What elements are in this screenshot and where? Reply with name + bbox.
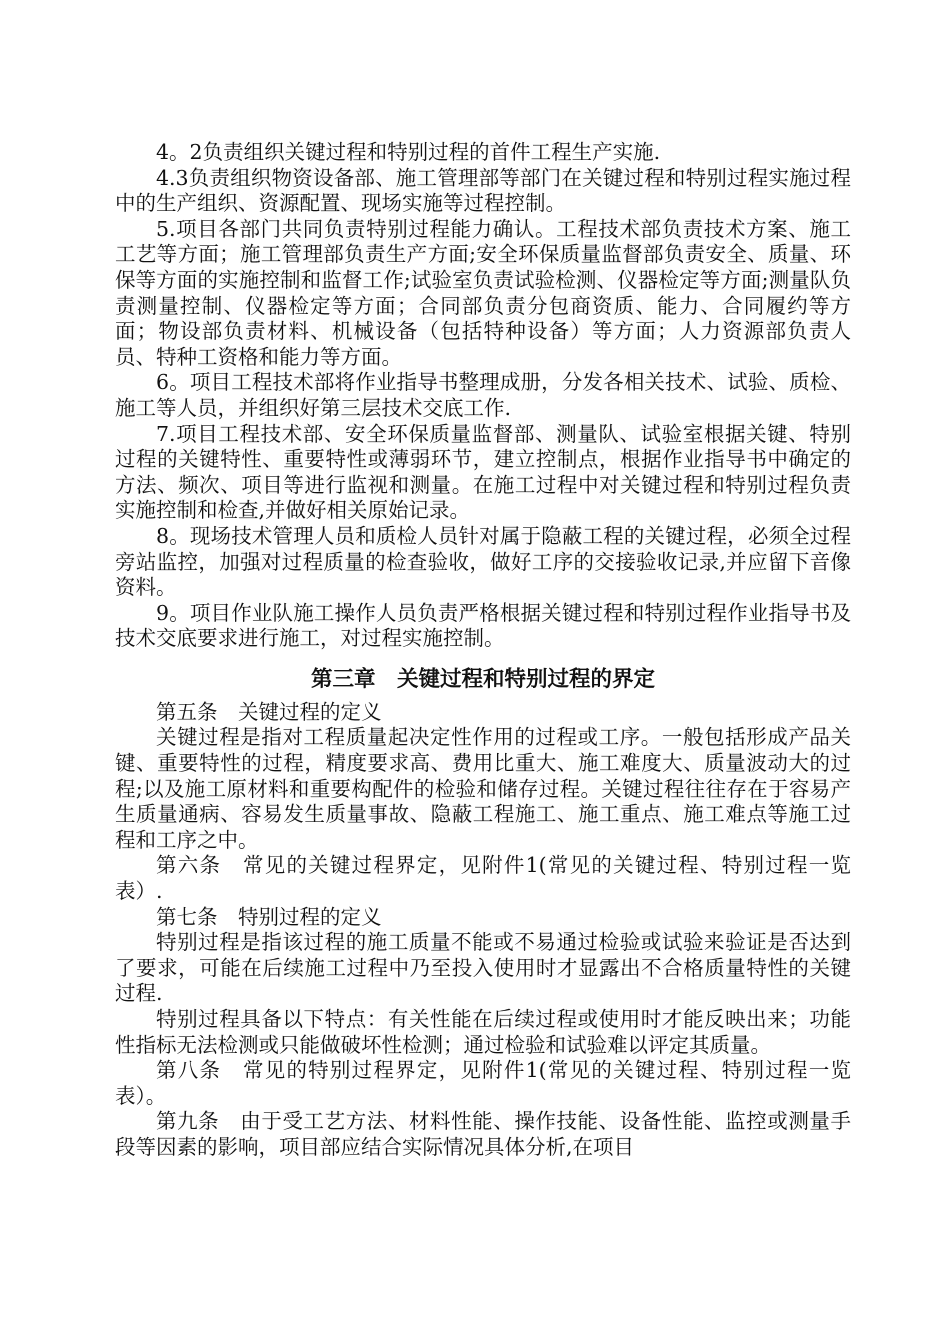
- paragraph-8: 8。现场技术管理人员和质检人员针对属于隐蔽工程的关键过程，必须全过程旁站监控，加强对过程质量的检查验收，做好工序的交接验收记录,并应留下音像资料。: [115, 523, 851, 600]
- article-7-body: 特别过程是指该过程的施工质量不能或不易通过检验或试验来验证是否达到了要求，可能在后续施工过程中乃至投入使用时才显露出不合格质量特性的关键过程.: [115, 930, 851, 1006]
- paragraph-4-2: 4。2负责组织关键过程和特别过程的首件工程生产实施.: [156, 140, 661, 164]
- paragraph-9: 9。项目作业队施工操作人员负责严格根据关键过程和特别过程作业指导书及技术交底要求进行施工，对过程实施控制。: [115, 600, 851, 651]
- paragraph-4-3: 4.3负责组织物资设备部、施工管理部等部门在关键过程和特别过程实施过程中的生产组织、资源配置、现场实施等过程控制。: [115, 165, 851, 216]
- document-page: [115, 140, 851, 1161]
- article-7-features: 特别过程具备以下特点：有关性能在后续过程或使用时才能反映出来；功能性指标无法检测或只能做破坏性检测；通过检验和试验难以评定其质量。: [115, 1007, 851, 1057]
- chapter-title: 第三章 关键过程和特别过程的界定: [310, 666, 655, 692]
- paragraph-6: 6。项目工程技术部将作业指导书整理成册，分发各相关技术、试验、质检、施工等人员，并组织好第三层技术交底工作.: [115, 370, 851, 420]
- article-8: 第八条 常见的特别过程界定，见附件1(常见的关键过程、特别过程一览表）。: [115, 1058, 851, 1108]
- article-9: 第九条 由于受工艺方法、材料性能、操作技能、设备性能、监控或测量手段等因素的影响，项目部应结合实际情况具体分析,在项目: [115, 1109, 851, 1159]
- article-6: 第六条 常见的关键过程界定，见附件1(常见的关键过程、特别过程一览表）.: [115, 853, 851, 904]
- paragraph-5: 5.项目各部门共同负责特别过程能力确认。工程技术部负责技术方案、施工工艺等方面；施工管理部负责生产方面;安全环保质量监督部负责安全、质量、环保等方面的实施控制和监督工作;试验室负责试验检测、仪器检定等方面;测量队负责测量控制、仪器检定等方面；合同部负责分包商资质、能力、合同履约等方面；物设部负责材料、机械设备（包括特种设备）等方面；人力资源部负责人员、特种工资格和能力等方面。: [115, 216, 851, 369]
- article-7-heading: 第七条 特别过程的定义: [156, 904, 382, 929]
- paragraph-7: 7.项目工程技术部、安全环保质量监督部、测量队、试验室根据关键、特别过程的关键特性、重要特性或薄弱环节，建立控制点，根据作业指导书中确定的方法、频次、项目等进行监视和测量。在施工过程中对关键过程和特别过程负责实施控制和检查,并做好相关原始记录。: [115, 421, 851, 523]
- article-5-heading: 第五条 关键过程的定义: [156, 699, 382, 724]
- article-5-body: 关键过程是指对工程质量起决定性作用的过程或工序。一般包括形成产品关键、重要特性的过程，精度要求高、费用比重大、施工难度大、质量波动大的过程;以及施工原材料和重要构配件的检验和储存过程。关键过程往往存在于容易产生质量通病、容易发生质量事故、隐蔽工程施工、施工重点、施工难点等施工过程和工序之中。: [115, 725, 851, 852]
